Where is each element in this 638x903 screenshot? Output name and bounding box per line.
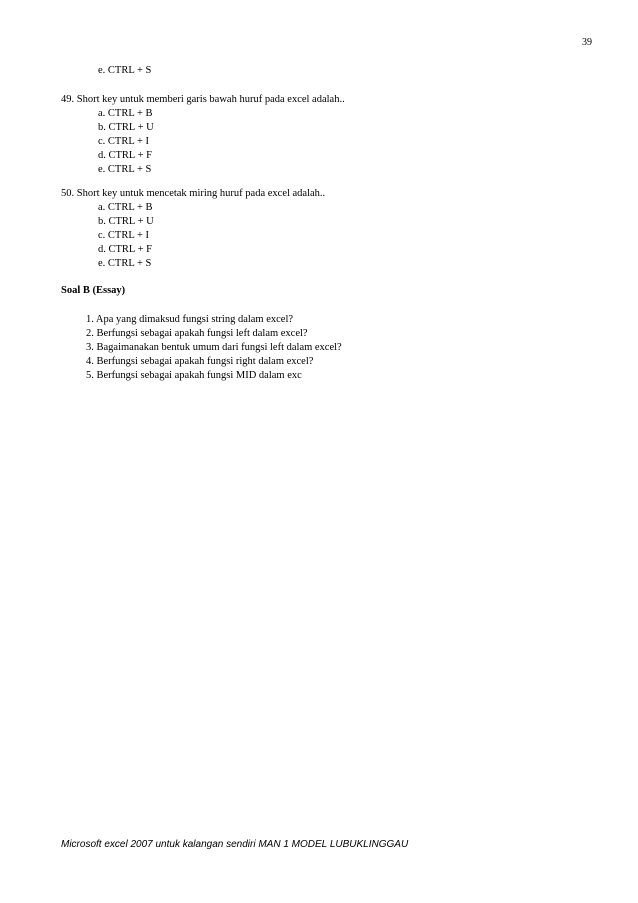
q49-option-b: b. CTRL + U [98,122,154,133]
q49-option-d: d. CTRL + F [98,150,152,161]
essay-item-2: 2. Berfungsi sebagai apakah fungsi left dalam excel? [86,328,308,339]
essay-item-5: 5. Berfungsi sebagai apakah fungsi MID dalam exc [86,370,302,381]
q49-option-a: a. CTRL + B [98,108,153,119]
q50-option-e: e. CTRL + S [98,258,152,269]
essay-item-3: 3. Bagaimanakan bentuk umum dari fungsi left dalam excel? [86,342,342,353]
q50-option-d: d. CTRL + F [98,244,152,255]
question-50: 50. Short key untuk mencetak miring huruf pada excel adalah.. [61,188,326,199]
q49-option-e: e. CTRL + S [98,164,152,175]
question-49: 49. Short key untuk memberi garis bawah huruf pada excel adalah.. [61,94,345,105]
q50-option-a: a. CTRL + B [98,202,153,213]
q49-option-c: c. CTRL + I [98,136,150,147]
page-number: 39 [582,37,592,48]
essay-item-1: 1. Apa yang dimaksud fungsi string dalam excel? [86,314,294,325]
section-b-heading: Soal B (Essay) [61,285,126,296]
essay-item-4: 4. Berfungsi sebagai apakah fungsi right dalam excel? [86,356,314,367]
option-e-carry: e. CTRL + S [98,65,152,76]
q50-option-c: c. CTRL + I [98,230,150,241]
q50-option-b: b. CTRL + U [98,216,154,227]
page-footer: Microsoft excel 2007 untuk kalangan sendiri MAN 1 MODEL LUBUKLINGGAU [61,839,409,850]
